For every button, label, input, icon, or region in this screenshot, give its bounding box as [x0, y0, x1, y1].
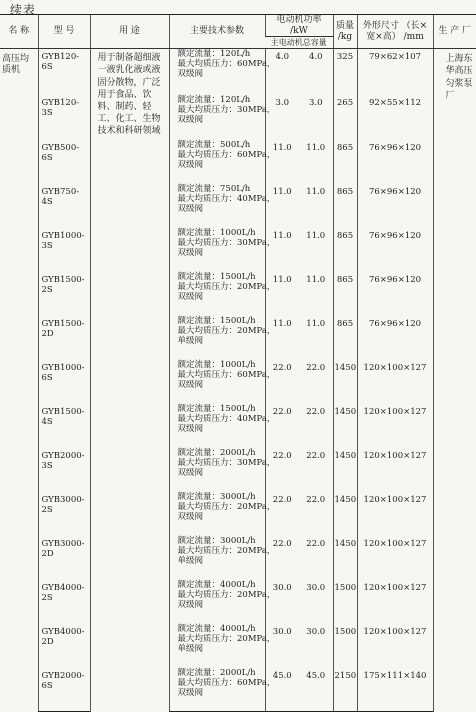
params-cell	[169, 183, 276, 228]
mass-cell: 265	[333, 95, 357, 140]
total-power: 11.0	[306, 274, 326, 285]
pressure-text: 最大均质压力：60MPa，	[177, 369, 276, 380]
table-row	[0, 624, 476, 668]
header-name: 名 称	[0, 15, 38, 49]
dims-cell: 76×96×120	[357, 140, 433, 184]
model-cell: GYB3000-2S	[38, 492, 90, 536]
pressure-text: 最大均质压力：60MPa，	[177, 149, 276, 160]
valve-text: 双级阀	[177, 159, 204, 170]
table-row	[0, 580, 476, 624]
motor-power: 11.0	[265, 316, 299, 360]
valve-text: 单级阀	[177, 335, 204, 346]
header-maker: 生 产 厂	[433, 15, 476, 49]
spec-table-body	[0, 49, 476, 712]
flow-text: 额定流量：120L/h	[177, 49, 251, 60]
spec-table	[0, 14, 476, 712]
valve-text: 单级阀	[177, 643, 204, 654]
total-power: 4.0	[308, 52, 323, 63]
model-cell: GYB4000-2D	[38, 624, 90, 668]
total-power: 45.0	[299, 668, 333, 712]
params-cell	[169, 403, 276, 448]
flow-text: 额定流量：2000L/h	[177, 447, 256, 458]
product-name: 高压均质机	[2, 54, 30, 75]
motor-power: 22.0	[265, 492, 299, 536]
table-row	[0, 140, 476, 184]
flow-text: 额定流量：1000L/h	[177, 227, 256, 238]
pressure-text: 最大均质压力：40MPa，	[177, 413, 276, 424]
table-row	[0, 492, 476, 536]
params-cell	[169, 271, 276, 316]
table-row	[0, 228, 476, 272]
table-row	[0, 316, 476, 360]
dims-cell: 120×100×127	[357, 360, 433, 404]
valve-text: 双级阀	[177, 114, 204, 125]
model-cell: GYB2000-3S	[38, 448, 90, 492]
pressure-text: 最大均质压力：30MPa，	[177, 104, 276, 115]
model-cell: GYB1000-3S	[38, 228, 90, 272]
header-use: 用 途	[90, 15, 169, 49]
model-cell: GYB4000-2S	[38, 580, 90, 624]
motor-power: 22.0	[265, 360, 299, 404]
motor-power: 22.0	[265, 448, 299, 492]
params-cell	[169, 491, 276, 536]
use-description: 用于制备超细液一液乳化液或液固分散物，广泛用于食品、饮料、制药、轻工、化工、生物技术和科研领域	[90, 49, 169, 712]
params-cell	[169, 139, 276, 184]
pressure-text: 最大均质压力：20MPa，	[177, 589, 276, 600]
model-cell: GYB750-4S	[38, 184, 90, 228]
table-row	[0, 668, 476, 712]
params-cell	[169, 94, 276, 140]
pressure-text: 最大均质压力：60MPa，	[177, 677, 276, 688]
mass-cell: 865	[333, 140, 357, 184]
motor-power: 30.0	[265, 580, 299, 624]
model-cell: GYB1500-2D	[38, 316, 90, 360]
spec-table-container	[0, 14, 476, 698]
motor-power: 4.0	[265, 49, 299, 95]
valve-text: 双级阀	[177, 423, 204, 434]
total-power: 30.0	[306, 626, 326, 637]
mass-cell: 1450	[333, 448, 357, 492]
dims-cell: 120×100×127	[357, 448, 433, 492]
flow-text: 额定流量：500L/h	[177, 139, 251, 150]
params-cell	[169, 359, 276, 404]
pressure-text: 最大均质压力：20MPa，	[177, 501, 276, 512]
mass-cell: 1500	[333, 624, 357, 668]
total-power: 22.0	[306, 538, 326, 549]
mass-cell: 865	[333, 272, 357, 316]
dims-cell: 175×111×140	[357, 668, 433, 712]
flow-text: 额定流量：750L/h	[177, 183, 251, 194]
flow-text: 额定流量：3000L/h	[177, 535, 256, 546]
manufacturer: 上海东华高压匀浆泵厂	[433, 49, 476, 712]
mass-cell: 1450	[333, 536, 357, 580]
total-power: 11.0	[306, 186, 326, 197]
valve-text: 双级阀	[177, 467, 204, 478]
valve-text: 双级阀	[177, 599, 204, 610]
valve-text: 双级阀	[177, 203, 204, 214]
motor-power: 11.0	[265, 228, 299, 272]
header-dims: 外形尺寸 （长×宽×高） /mm	[357, 15, 433, 49]
dims-cell: 120×100×127	[357, 536, 433, 580]
model-cell: GYB2000-6S	[38, 668, 90, 712]
total-power: 11.0	[306, 230, 326, 241]
model-cell: GYB1500-4S	[38, 404, 90, 448]
total-power: 22.0	[306, 406, 326, 417]
total-power: 22.0	[306, 494, 326, 505]
params-cell	[169, 447, 276, 492]
dims-cell: 120×100×127	[357, 624, 433, 668]
total-power: 11.0	[306, 142, 326, 153]
table-row	[0, 448, 476, 492]
flow-text: 额定流量：1000L/h	[177, 359, 256, 370]
valve-text: 单级阀	[177, 555, 204, 566]
dims-cell: 76×96×120	[357, 272, 433, 316]
table-row	[0, 536, 476, 580]
total-power: 30.0	[306, 582, 326, 593]
pressure-text: 最大均质压力：20MPa，	[177, 545, 276, 556]
total-power: 11.0	[306, 318, 326, 329]
header-power: 电动机功率 /kW	[265, 15, 333, 37]
motor-power: 30.0	[265, 624, 299, 668]
table-row	[0, 272, 476, 316]
header-params: 主要技术参数	[169, 15, 265, 49]
valve-text: 双级阀	[177, 291, 204, 302]
pressure-text: 最大均质压力：20MPa，	[177, 281, 276, 292]
pressure-text: 最大均质压力：30MPa，	[177, 457, 276, 468]
table-row	[0, 49, 476, 95]
flow-text: 额定流量：2000L/h	[177, 667, 256, 678]
dims-cell: 76×96×120	[357, 228, 433, 272]
pressure-text: 最大均质压力：40MPa，	[177, 193, 276, 204]
mass-cell: 1450	[333, 492, 357, 536]
pressure-text: 最大均质压力：20MPa，	[177, 325, 276, 336]
flow-text: 额定流量：3000L/h	[177, 491, 256, 502]
motor-power: 11.0	[265, 272, 299, 316]
params-cell	[169, 623, 276, 668]
dims-cell: 76×96×120	[357, 184, 433, 228]
model-cell: GYB1000-6S	[38, 360, 90, 404]
flow-text: 额定流量：4000L/h	[177, 579, 256, 590]
header-power-sub: 主电动机总容量	[265, 37, 333, 49]
valve-text: 双级阀	[177, 687, 204, 698]
valve-text: 双级阀	[177, 247, 204, 258]
model-cell: GYB1500-2S	[38, 272, 90, 316]
model-cell: GYB3000-2D	[38, 536, 90, 580]
dims-cell: 92×55×112	[357, 95, 433, 140]
table-row	[0, 184, 476, 228]
pressure-text: 最大均质压力：20MPa，	[177, 633, 276, 644]
motor-power: 3.0	[265, 95, 299, 140]
params-cell	[169, 227, 276, 272]
flow-text: 额定流量：4000L/h	[177, 623, 256, 634]
mass-cell: 865	[333, 228, 357, 272]
valve-text: 双级阀	[177, 511, 204, 522]
valve-text: 双级阀	[177, 69, 204, 80]
valve-text: 双级阀	[177, 379, 204, 390]
mass-cell: 1450	[333, 404, 357, 448]
mass-cell: 2150	[333, 668, 357, 712]
params-cell	[169, 579, 276, 624]
params-cell	[169, 535, 276, 580]
flow-text: 额定流量：1500L/h	[177, 403, 256, 414]
model-cell: GYB120-3S	[38, 95, 90, 140]
motor-power: 45.0	[265, 668, 299, 712]
total-power: 22.0	[306, 450, 326, 461]
mass-cell: 325	[333, 49, 357, 95]
mass-cell: 1500	[333, 580, 357, 624]
dims-cell: 79×62×107	[357, 49, 433, 95]
continued-label: 续表	[10, 3, 37, 17]
motor-power: 22.0	[265, 536, 299, 580]
flow-text: 额定流量：120L/h	[177, 94, 251, 105]
table-row	[0, 95, 476, 140]
params-cell	[169, 49, 276, 95]
pressure-text: 最大均质压力：60MPa，	[177, 59, 276, 70]
mass-cell: 865	[333, 184, 357, 228]
flow-text: 额定流量：1500L/h	[177, 315, 256, 326]
dims-cell: 120×100×127	[357, 492, 433, 536]
params-cell	[169, 667, 276, 712]
total-power: 22.0	[306, 362, 326, 373]
flow-text: 额定流量：1500L/h	[177, 271, 256, 282]
table-row	[0, 360, 476, 404]
dims-cell: 76×96×120	[357, 316, 433, 360]
total-power: 3.0	[308, 97, 323, 108]
header-mass: 质量 /kg	[333, 15, 357, 49]
mass-cell: 865	[333, 316, 357, 360]
mass-cell: 1450	[333, 360, 357, 404]
pressure-text: 最大均质压力：30MPa，	[177, 237, 276, 248]
motor-power: 11.0	[265, 140, 299, 184]
model-cell: GYB120-6S	[38, 49, 90, 95]
motor-power: 11.0	[265, 184, 299, 228]
params-cell	[169, 315, 276, 360]
header-model: 型 号	[38, 15, 90, 49]
model-cell: GYB500-6S	[38, 140, 90, 184]
dims-cell: 120×100×127	[357, 580, 433, 624]
dims-cell: 120×100×127	[357, 404, 433, 448]
table-row	[0, 404, 476, 448]
motor-power: 22.0	[265, 404, 299, 448]
